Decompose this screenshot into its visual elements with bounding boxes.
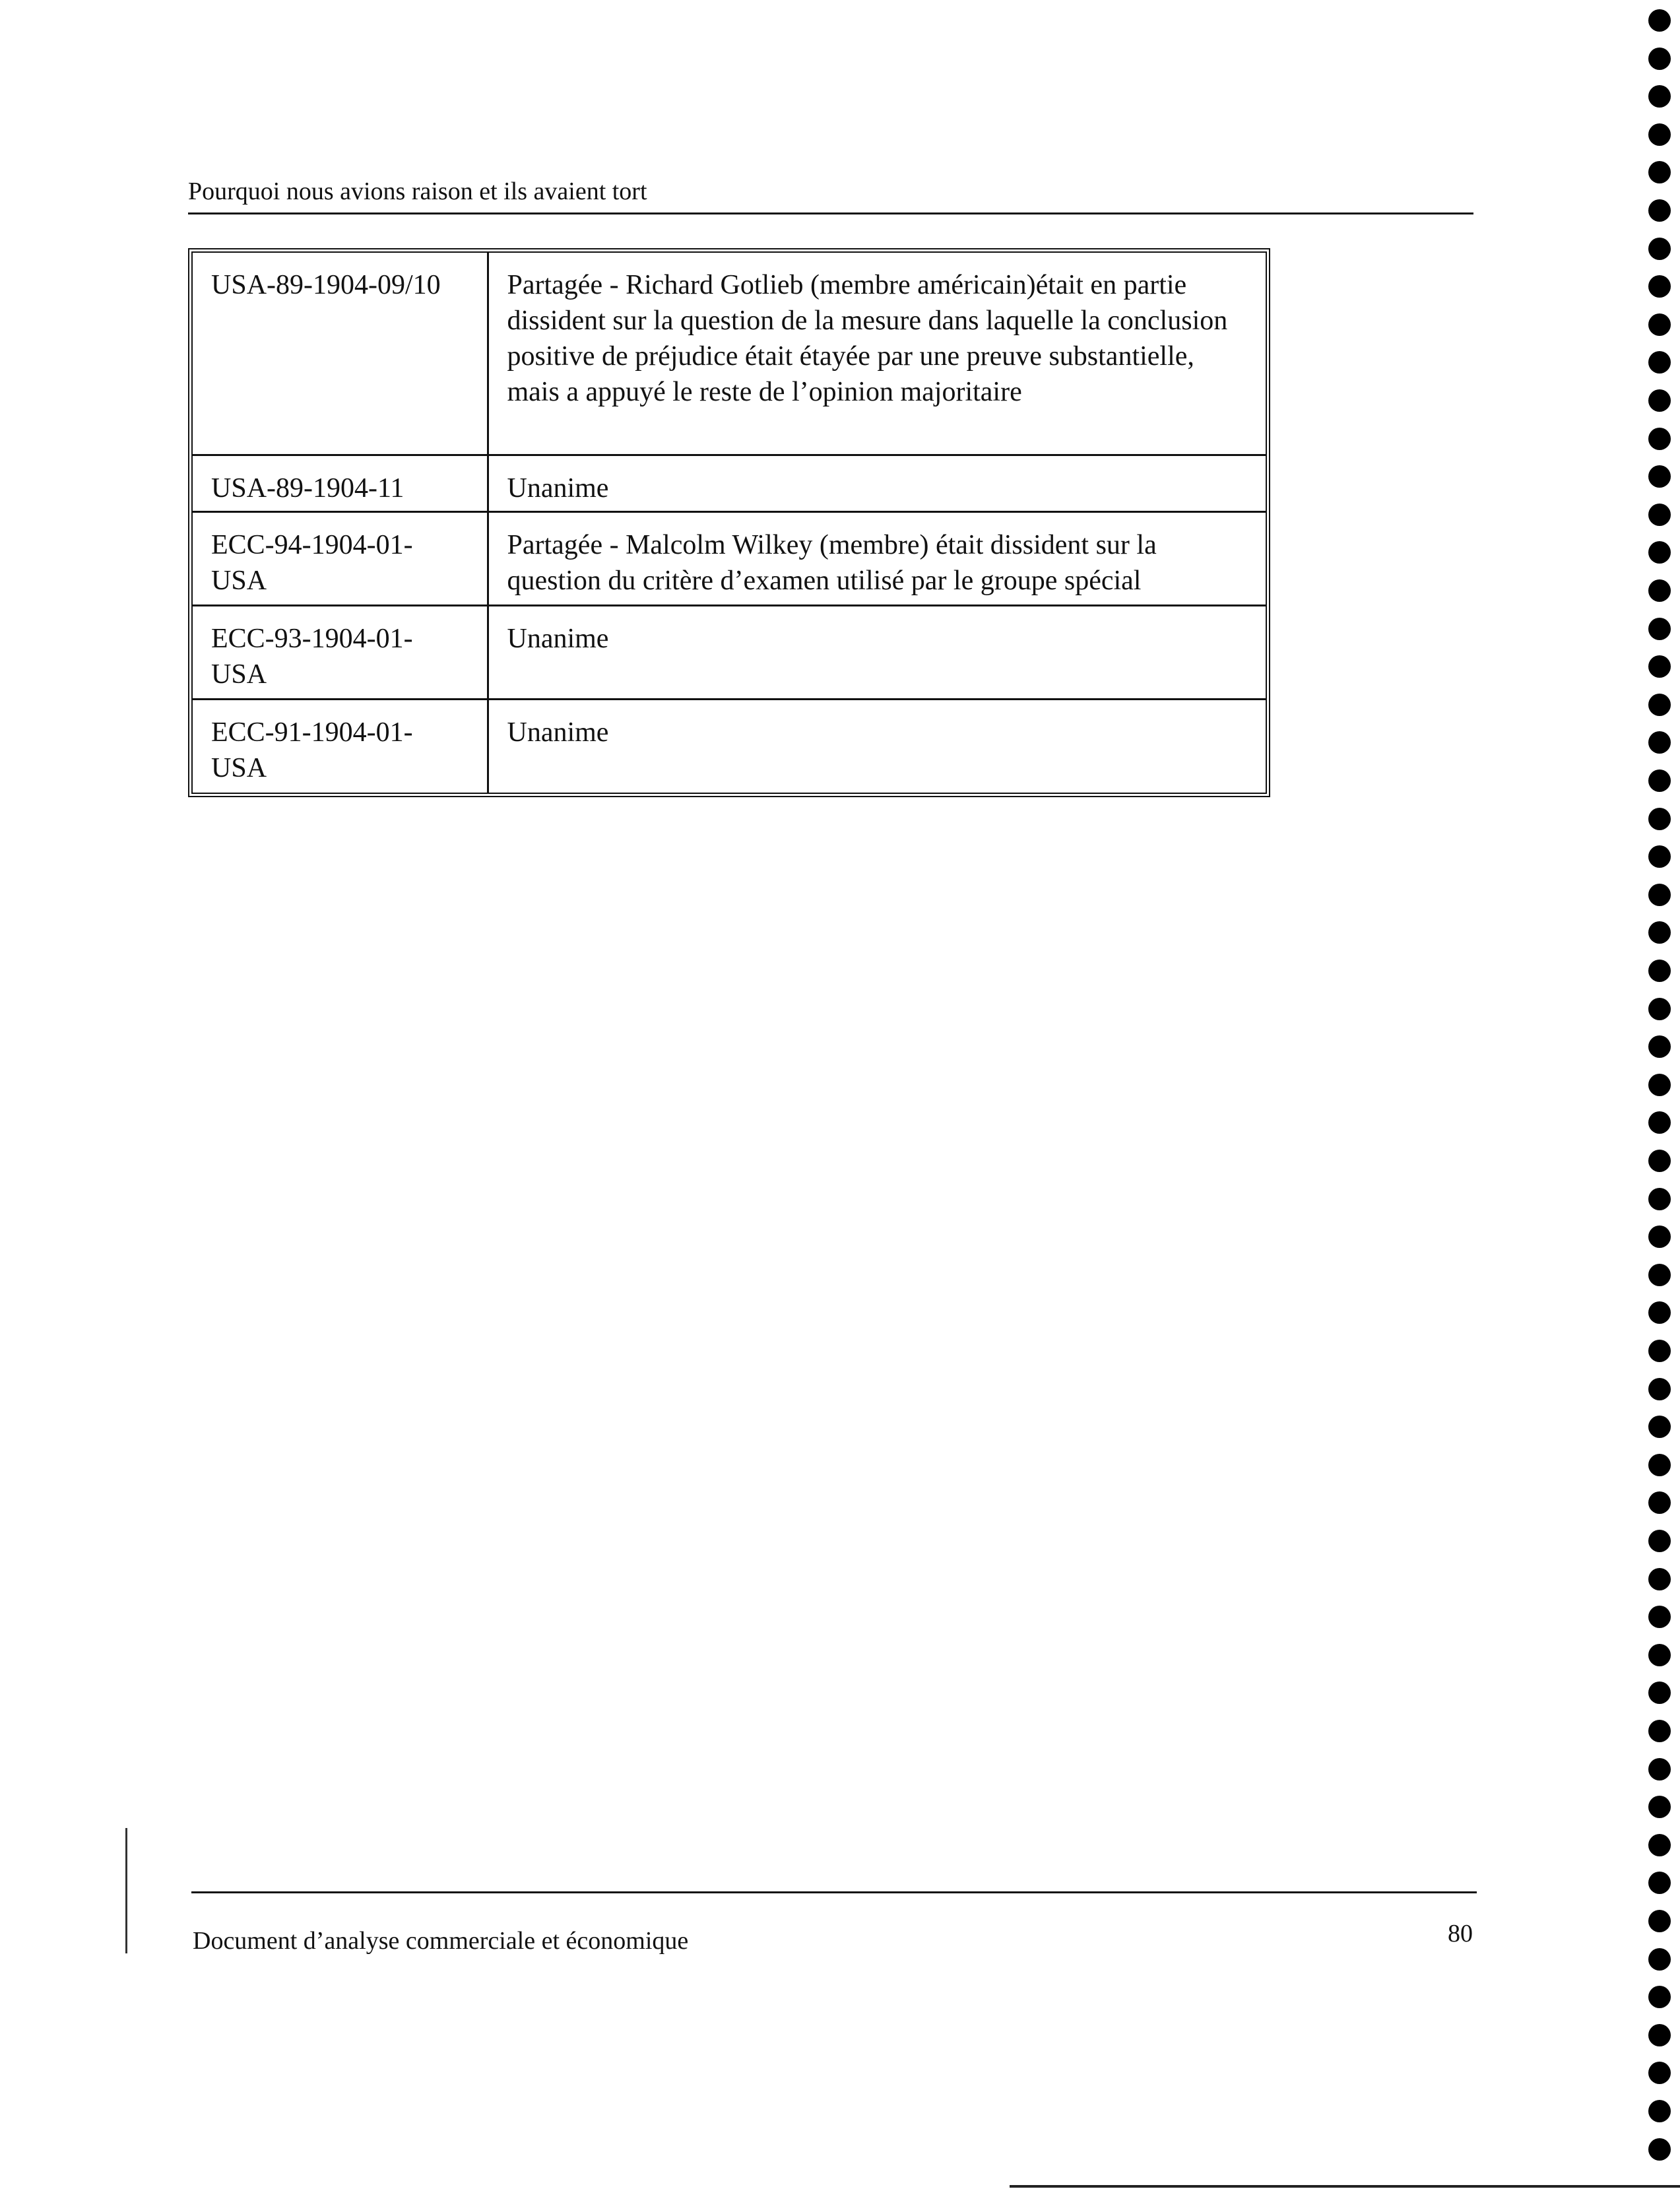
binding-hole-icon xyxy=(1648,1225,1671,1248)
case-id-cell: ECC-93-1904-01-USA xyxy=(193,605,488,699)
margin-scan-mark xyxy=(125,1828,127,1953)
binding-hole-icon xyxy=(1648,1378,1671,1400)
binding-hole-icon xyxy=(1648,1720,1671,1742)
table-row xyxy=(193,455,1266,511)
binding-hole-icon xyxy=(1648,1301,1671,1324)
binding-hole-icon xyxy=(1648,389,1671,412)
binding-hole-icon xyxy=(1648,1872,1671,1894)
binding-hole-icon xyxy=(1648,731,1671,754)
binding-hole-icon xyxy=(1648,1111,1671,1134)
binding-hole-icon xyxy=(1648,199,1671,222)
binding-hole-icon xyxy=(1648,1986,1671,2008)
decision-cell: Partagée - Malcolm Wilkey (membre) était dissident sur la question du critère d’examen utilisé par le groupe spécial xyxy=(488,511,1266,605)
binding-hole-icon xyxy=(1648,1758,1671,1781)
table-row xyxy=(193,511,1266,605)
binding-hole-icon xyxy=(1648,123,1671,146)
footer-rule xyxy=(191,1891,1477,1893)
binding-hole-icon xyxy=(1648,618,1671,640)
binding-hole-icon xyxy=(1648,2100,1671,2122)
binding-hole-icon xyxy=(1648,1340,1671,1362)
binding-hole-icon xyxy=(1648,275,1671,298)
case-id-cell: USA-89-1904-09/10 xyxy=(193,253,488,455)
binding-hole-icon xyxy=(1648,694,1671,716)
running-header: Pourquoi nous avions raison et ils avaient tort xyxy=(188,178,647,205)
binding-hole-icon xyxy=(1648,579,1671,602)
binding-hole-icon xyxy=(1648,1530,1671,1552)
binding-hole-icon xyxy=(1648,313,1671,336)
decision-cell: Unanime xyxy=(488,605,1266,699)
binding-hole-icon xyxy=(1648,1682,1671,1704)
binding-hole-icon xyxy=(1648,1834,1671,1856)
decision-cell: Unanime xyxy=(488,455,1266,511)
scan-edge-mark xyxy=(1010,2185,1680,2188)
binding-hole-icon xyxy=(1648,504,1671,526)
case-id-cell: ECC-94-1904-01-USA xyxy=(193,511,488,605)
binding-hole-icon xyxy=(1648,238,1671,260)
binding-hole-icon xyxy=(1648,1606,1671,1628)
binding-hole-icon xyxy=(1648,1150,1671,1172)
binding-hole-icon xyxy=(1648,1948,1671,1971)
binding-hole-icon xyxy=(1648,1568,1671,1590)
binding-hole-icon xyxy=(1648,884,1671,906)
binding-hole-icon xyxy=(1648,2024,1671,2046)
binding-hole-icon xyxy=(1648,161,1671,183)
binding-hole-icon xyxy=(1648,48,1671,70)
binding-hole-icon xyxy=(1648,921,1671,944)
binding-hole-icon xyxy=(1648,1644,1671,1666)
table-row xyxy=(193,699,1266,793)
binding-hole-icon xyxy=(1648,1796,1671,1818)
rulings-table-frame xyxy=(188,248,1270,797)
binding-hole-icon xyxy=(1648,1416,1671,1438)
rulings-table xyxy=(193,253,1266,793)
binding-hole-icon xyxy=(1648,85,1671,108)
footer-document-title: Document d’analyse commerciale et économique xyxy=(193,1927,689,1955)
binding-hole-icon xyxy=(1648,1910,1671,1932)
page-number: 80 xyxy=(1448,1920,1473,1947)
binding-hole-icon xyxy=(1648,769,1671,792)
binding-hole-icon xyxy=(1648,1491,1671,1514)
binding-hole-icon xyxy=(1648,428,1671,450)
binding-hole-icon xyxy=(1648,351,1671,374)
binding-hole-icon xyxy=(1648,655,1671,678)
binding-holes xyxy=(1648,9,1672,2180)
decision-cell: Partagée - Richard Gotlieb (membre américain)était en partie dissident sur la question de la mesure dans laquelle la conclusion positive de préjudice était étayée par une preuve substantielle, mais a appuyé le reste de l’opinion majoritaire xyxy=(488,253,1266,455)
binding-hole-icon xyxy=(1648,998,1671,1020)
binding-hole-icon xyxy=(1648,9,1671,32)
binding-hole-icon xyxy=(1648,1035,1671,1058)
binding-hole-icon xyxy=(1648,2138,1671,2161)
case-id-cell: USA-89-1904-11 xyxy=(193,455,488,511)
binding-hole-icon xyxy=(1648,541,1671,564)
table-row xyxy=(193,253,1266,455)
binding-hole-icon xyxy=(1648,845,1671,868)
case-id-cell: ECC-91-1904-01-USA xyxy=(193,699,488,793)
header-rule xyxy=(188,212,1473,214)
binding-hole-icon xyxy=(1648,2062,1671,2084)
binding-hole-icon xyxy=(1648,808,1671,830)
binding-hole-icon xyxy=(1648,1264,1671,1286)
table-row xyxy=(193,605,1266,699)
binding-hole-icon xyxy=(1648,1188,1671,1210)
binding-hole-icon xyxy=(1648,1454,1671,1476)
binding-hole-icon xyxy=(1648,465,1671,488)
binding-hole-icon xyxy=(1648,960,1671,982)
decision-cell: Unanime xyxy=(488,699,1266,793)
binding-hole-icon xyxy=(1648,1074,1671,1096)
